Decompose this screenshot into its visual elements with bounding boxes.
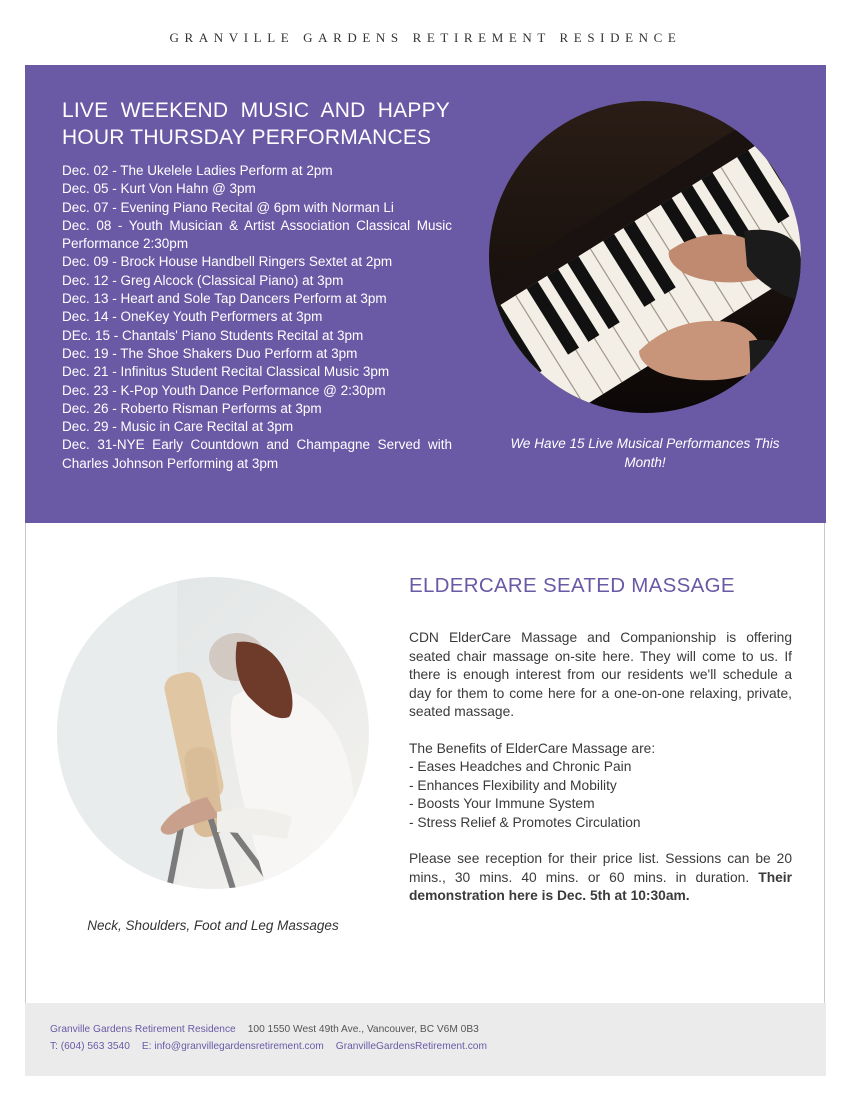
footer-phone: T: (604) 563 3540 <box>50 1041 130 1052</box>
massage-body <box>409 629 792 906</box>
list-item: Dec. 29 - Music in Care Recital at 3pm <box>62 419 294 435</box>
list-item: Dec. 05 - Kurt Von Hahn @ 3pm <box>62 181 256 197</box>
list-item: Dec. 19 - The Shoe Shakers Duo Perform at 3pm <box>62 345 358 361</box>
list-item: Dec. 07 - Evening Piano Recital @ 6pm with Norman Li <box>62 199 394 215</box>
list-item: Dec. 21 - Infinitus Student Recital Classical Music 3pm <box>62 364 390 380</box>
sessions-info: Please see reception for their price list. Sessions can be 20 mins., 30 mins. 40 mins. or 60 mins. in duration. <box>409 851 792 885</box>
list-item: Dec. 08 - Youth Musician & Artist Association Classical Music Performance 2:30pm <box>62 217 452 252</box>
massage-photo-caption: Neck, Shoulders, Foot and Leg Massages <box>87 918 339 933</box>
list-item: Dec. 13 - Heart and Sole Tap Dancers Perform at 3pm <box>62 291 387 307</box>
sessions-text <box>409 850 792 906</box>
masthead: GRANVILLE GARDENS RETIREMENT RESIDENCE <box>169 30 682 45</box>
list-item: - Enhances Flexibility and Mobility <box>409 777 617 793</box>
list-item: Dec. 31-NYE Early Countdown and Champagne Served with Charles Johnson Performing at 3pm <box>62 437 452 471</box>
list-item: Dec. 23 - K-Pop Youth Dance Performance @ 2:30pm <box>62 382 386 398</box>
footer-line-1 <box>50 1024 479 1035</box>
benefits-heading: The Benefits of ElderCare Massage are: <box>409 740 656 756</box>
piano-photo <box>489 101 801 413</box>
music-title: LIVE WEEKEND MUSIC AND HAPPY HOUR THURSDAY PERFORMANCES <box>62 99 450 149</box>
list-item: Dec. 26 - Roberto Risman Performs at 3pm <box>62 400 322 416</box>
list-item: Dec. 14 - OneKey Youth Performers at 3pm <box>62 309 323 325</box>
list-item: Dec. 09 - Brock House Handbell Ringers Sextet at 2pm <box>62 254 393 270</box>
footer-residence-name: Granville Gardens Retirement Residence <box>50 1024 236 1035</box>
demonstration-note: Their demonstration here is Dec. 5th at 10:30am. <box>409 869 792 903</box>
benefits-list <box>409 758 792 832</box>
list-item: - Boosts Your Immune System <box>409 796 595 811</box>
footer-address: 100 1550 West 49th Ave., Vancouver, BC V6M 0B3 <box>247 1024 479 1035</box>
footer <box>25 1003 826 1076</box>
massage-title: ELDERCARE SEATED MASSAGE <box>409 574 735 597</box>
list-item: Dec. 12 - Greg Alcock (Classical Piano) at 3pm <box>62 272 344 288</box>
list-item: - Eases Headches and Chronic Pain <box>409 759 632 774</box>
footer-email[interactable]: E: info@granvillegardensretirement.com <box>141 1041 324 1052</box>
massage-photo <box>57 577 369 889</box>
list-item: Dec. 02 - The Ukelele Ladies Perform at 2pm <box>62 163 333 178</box>
music-event-list <box>62 162 452 473</box>
footer-line-2 <box>50 1041 487 1052</box>
list-item: - Stress Relief & Promotes Circulation <box>409 814 641 830</box>
piano-photo-caption: We Have 15 Live Musical Performances This Month! <box>510 436 780 470</box>
list-item: DEc. 15 - Chantals' Piano Students Recital at 3pm <box>62 327 364 343</box>
massage-intro: CDN ElderCare Massage and Companionship is offering seated chair massage on-site here. They will come to us. If there is enough interest from our residents we'll schedule a day for them to come here for a one-on-one relaxing, private, seated massage. <box>409 630 792 719</box>
footer-website-link[interactable]: GranvilleGardensRetirement.com <box>335 1041 487 1052</box>
